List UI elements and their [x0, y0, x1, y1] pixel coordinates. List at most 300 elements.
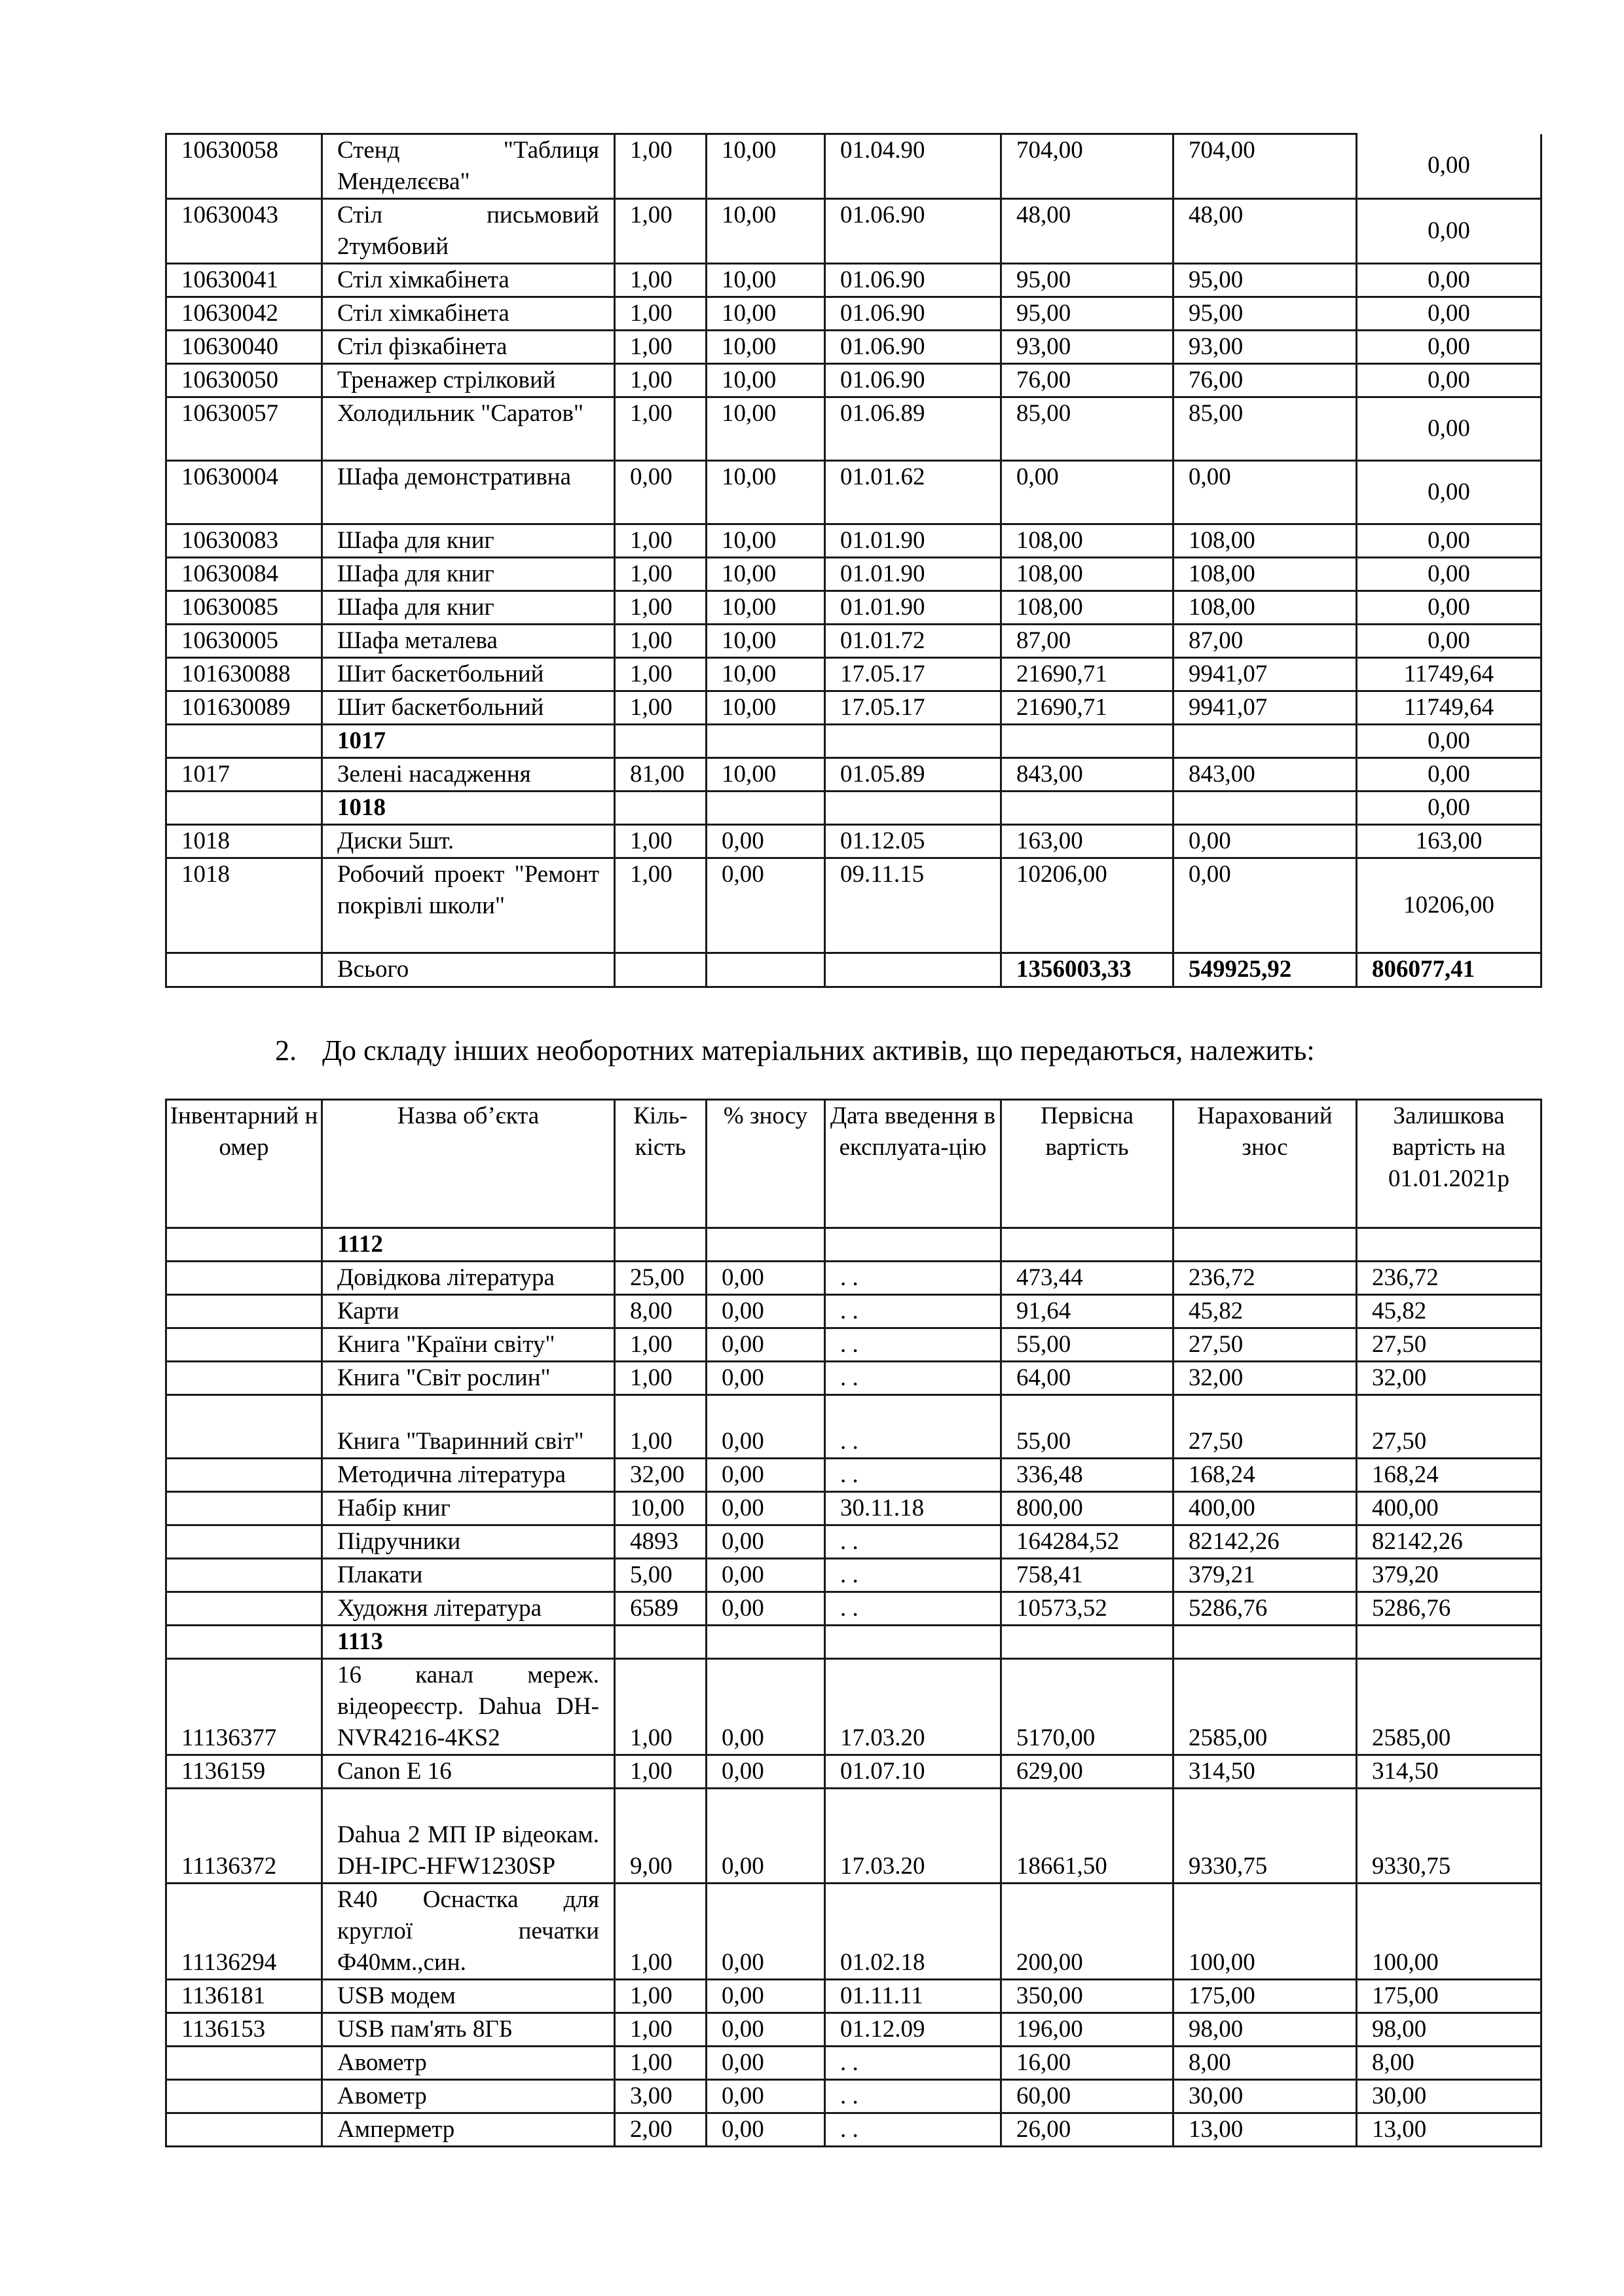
cell-residual-value: 236,72	[1357, 1262, 1541, 1295]
cell-accrued-depreciation: 13,00	[1173, 2113, 1357, 2147]
cell-initial-cost: 629,00	[1001, 1755, 1173, 1789]
cell-object-name: Плакати	[322, 1559, 615, 1592]
cell-initial-cost: 200,00	[1001, 1884, 1173, 1980]
cell-inventory-number: 101630088	[166, 658, 322, 691]
total-label: Всього	[322, 953, 615, 987]
cell-initial-cost: 91,64	[1001, 1295, 1173, 1328]
cell-object-name: Canon E 16	[322, 1755, 615, 1789]
section-heading	[275, 1031, 1315, 1070]
cell-commission-date: 01.06.90	[825, 364, 1001, 397]
cell-residual-value: 27,50	[1357, 1328, 1541, 1362]
cell-residual-value	[1357, 1228, 1541, 1262]
cell-accrued-depreciation	[1173, 1228, 1357, 1262]
cell-empty	[166, 953, 322, 987]
table-row	[166, 1525, 1541, 1559]
cell-quantity: 1,00	[615, 2047, 707, 2080]
cell-initial-cost: 758,41	[1001, 1559, 1173, 1592]
cell-quantity: 1,00	[615, 1755, 707, 1789]
cell-commission-date: 01.01.90	[825, 558, 1001, 591]
cell-residual-value: 0,00	[1357, 524, 1541, 558]
table-row	[166, 331, 1541, 364]
cell-accrued-depreciation: 236,72	[1173, 1262, 1357, 1295]
cell-wear-percent: 10,00	[707, 691, 825, 725]
cell-quantity: 1,00	[615, 1362, 707, 1395]
cell-accrued-depreciation: 9941,07	[1173, 658, 1357, 691]
cell-accrued-depreciation: 108,00	[1173, 558, 1357, 591]
cell-commission-date: 01.01.90	[825, 524, 1001, 558]
table-row	[166, 1592, 1541, 1626]
cell-residual-value: 0,00	[1357, 364, 1541, 397]
table-row	[166, 297, 1541, 331]
cell-wear-percent: 10,00	[707, 658, 825, 691]
cell-object-name: 1112	[322, 1228, 615, 1262]
cell-object-name: Авометр	[322, 2047, 615, 2080]
cell-wear-percent: 10,00	[707, 558, 825, 591]
cell-wear-percent: 10,00	[707, 758, 825, 792]
cell-object-name: Шит баскетбольний	[322, 691, 615, 725]
cell-commission-date: . .	[825, 1295, 1001, 1328]
cell-object-name: Книга "Країни світу"	[322, 1328, 615, 1362]
cell-wear-percent: 0,00	[707, 1395, 825, 1459]
cell-inventory-number: 10630042	[166, 297, 322, 331]
cell-quantity: 1,00	[615, 1659, 707, 1755]
table-row	[166, 1789, 1541, 1884]
cell-wear-percent: 0,00	[707, 1884, 825, 1980]
cell-inventory-number	[166, 1295, 322, 1328]
cell-inventory-number	[166, 792, 322, 825]
cell-residual-value: 13,00	[1357, 2113, 1541, 2147]
cell-initial-cost: 16,00	[1001, 2047, 1173, 2080]
cell-commission-date: 17.03.20	[825, 1659, 1001, 1755]
cell-initial-cost: 76,00	[1001, 364, 1173, 397]
table-row	[166, 1659, 1541, 1755]
cell-wear-percent: 0,00	[707, 825, 825, 858]
cell-residual-value: 11749,64	[1357, 658, 1541, 691]
total-row	[166, 953, 1541, 987]
cell-accrued-depreciation: 843,00	[1173, 758, 1357, 792]
cell-object-name: Dahua 2 МП IP відеокам. DH-IPC-HFW1230SP	[322, 1789, 615, 1884]
cell-accrued-depreciation: 32,00	[1173, 1362, 1357, 1395]
table-row	[166, 858, 1541, 953]
cell-residual-value: 0,00	[1357, 461, 1541, 524]
table-row	[166, 1459, 1541, 1492]
section-title: До складу інших необоротних матеріальних активів, що передаються, належить:	[322, 1034, 1315, 1066]
cell-inventory-number	[166, 1592, 322, 1626]
cell-inventory-number: 1136181	[166, 1980, 322, 2013]
table-row	[166, 524, 1541, 558]
cell-accrued-depreciation: 2585,00	[1173, 1659, 1357, 1755]
cell-accrued-depreciation: 9941,07	[1173, 691, 1357, 725]
cell-quantity: 8,00	[615, 1295, 707, 1328]
cell-object-name: USB модем	[322, 1980, 615, 2013]
cell-accrued-depreciation: 379,21	[1173, 1559, 1357, 1592]
cell-object-name: Холодильник "Саратов"	[322, 397, 615, 461]
table-row	[166, 1362, 1541, 1395]
cell-accrued-depreciation: 27,50	[1173, 1395, 1357, 1459]
cell-initial-cost: 196,00	[1001, 2013, 1173, 2047]
cell-quantity: 1,00	[615, 364, 707, 397]
cell-wear-percent	[707, 1626, 825, 1659]
cell-commission-date	[825, 792, 1001, 825]
header-inventory-number: Інвентарний номер	[166, 1100, 322, 1228]
cell-residual-value: 8,00	[1357, 2047, 1541, 2080]
cell-wear-percent: 0,00	[707, 1459, 825, 1492]
cell-initial-cost: 108,00	[1001, 591, 1173, 625]
cell-inventory-number	[166, 1559, 322, 1592]
cell-initial-cost: 26,00	[1001, 2113, 1173, 2147]
cell-object-name: 1017	[322, 725, 615, 758]
cell-object-name: Авометр	[322, 2080, 615, 2113]
cell-inventory-number	[166, 2113, 322, 2147]
cell-commission-date: 01.02.18	[825, 1884, 1001, 1980]
cell-initial-cost: 473,44	[1001, 1262, 1173, 1295]
cell-inventory-number: 1017	[166, 758, 322, 792]
cell-wear-percent	[707, 725, 825, 758]
cell-accrued-depreciation: 95,00	[1173, 264, 1357, 297]
cell-object-name: Шафа демонстративна	[322, 461, 615, 524]
cell-wear-percent: 10,00	[707, 264, 825, 297]
cell-residual-value: 2585,00	[1357, 1659, 1541, 1755]
cell-commission-date: 01.06.90	[825, 331, 1001, 364]
cell-inventory-number: 10630043	[166, 199, 322, 264]
table-row	[166, 591, 1541, 625]
cell-accrued-depreciation	[1173, 792, 1357, 825]
cell-commission-date: 09.11.15	[825, 858, 1001, 953]
cell-residual-value: 0,00	[1357, 558, 1541, 591]
cell-initial-cost: 21690,71	[1001, 658, 1173, 691]
cell-object-name: Книга "Тваринний світ"	[322, 1395, 615, 1459]
cell-residual-value: 0,00	[1357, 297, 1541, 331]
cell-initial-cost	[1001, 1626, 1173, 1659]
table-row	[166, 2013, 1541, 2047]
cell-inventory-number	[166, 1492, 322, 1525]
table-row	[166, 691, 1541, 725]
cell-initial-cost: 95,00	[1001, 297, 1173, 331]
cell-wear-percent	[707, 792, 825, 825]
cell-residual-value: 0,00	[1357, 725, 1541, 758]
cell-quantity: 1,00	[615, 199, 707, 264]
cell-accrued-depreciation: 27,50	[1173, 1328, 1357, 1362]
cell-initial-cost: 55,00	[1001, 1395, 1173, 1459]
cell-inventory-number: 10630085	[166, 591, 322, 625]
cell-residual-value: 10206,00	[1357, 858, 1541, 953]
cell-commission-date	[825, 1228, 1001, 1262]
cell-quantity: 6589	[615, 1592, 707, 1626]
cell-quantity: 4893	[615, 1525, 707, 1559]
cell-object-name: 1018	[322, 792, 615, 825]
cell-object-name: Шафа для книг	[322, 524, 615, 558]
cell-quantity: 10,00	[615, 1492, 707, 1525]
cell-quantity: 1,00	[615, 591, 707, 625]
cell-initial-cost	[1001, 725, 1173, 758]
cell-residual-value: 0,00	[1357, 591, 1541, 625]
cell-quantity: 1,00	[615, 297, 707, 331]
cell-inventory-number: 10630040	[166, 331, 322, 364]
cell-accrued-depreciation: 82142,26	[1173, 1525, 1357, 1559]
cell-initial-cost: 5170,00	[1001, 1659, 1173, 1755]
cell-initial-cost: 108,00	[1001, 558, 1173, 591]
cell-initial-cost: 843,00	[1001, 758, 1173, 792]
cell-inventory-number: 10630041	[166, 264, 322, 297]
cell-quantity: 9,00	[615, 1789, 707, 1884]
cell-quantity: 1,00	[615, 1328, 707, 1362]
cell-object-name: Довідкова література	[322, 1262, 615, 1295]
cell-object-name: 16 канал мереж. відеореєстр. Dahua DH-NVR4216-4KS2	[322, 1659, 615, 1755]
cell-accrued-depreciation: 314,50	[1173, 1755, 1357, 1789]
cell-accrued-depreciation: 93,00	[1173, 331, 1357, 364]
cell-commission-date: 01.12.05	[825, 825, 1001, 858]
cell-empty	[615, 953, 707, 987]
cell-object-name: Стіл хімкабінета	[322, 297, 615, 331]
cell-object-name: Зелені насадження	[322, 758, 615, 792]
cell-initial-cost: 163,00	[1001, 825, 1173, 858]
cell-wear-percent: 0,00	[707, 2047, 825, 2080]
cell-inventory-number	[166, 1395, 322, 1459]
cell-inventory-number: 11136294	[166, 1884, 322, 1980]
cell-inventory-number: 10630005	[166, 625, 322, 658]
table-header-row	[166, 1100, 1541, 1228]
cell-quantity: 5,00	[615, 1559, 707, 1592]
cell-quantity: 81,00	[615, 758, 707, 792]
cell-residual-value	[1357, 1626, 1541, 1659]
cell-commission-date: 01.06.90	[825, 264, 1001, 297]
header-quantity: Кіль-кість	[615, 1100, 707, 1228]
cell-accrued-depreciation: 0,00	[1173, 461, 1357, 524]
cell-commission-date: 17.03.20	[825, 1789, 1001, 1884]
cell-object-name: Робочий проект "Ремонт покрівлі школи"	[322, 858, 615, 953]
cell-initial-cost: 85,00	[1001, 397, 1173, 461]
cell-commission-date: 01.11.11	[825, 1980, 1001, 2013]
cell-residual-value: 27,50	[1357, 1395, 1541, 1459]
cell-wear-percent: 10,00	[707, 297, 825, 331]
cell-accrued-depreciation: 8,00	[1173, 2047, 1357, 2080]
table-row	[166, 758, 1541, 792]
cell-wear-percent: 0,00	[707, 1362, 825, 1395]
cell-object-name: Карти	[322, 1295, 615, 1328]
cell-wear-percent: 10,00	[707, 364, 825, 397]
table-row	[166, 1395, 1541, 1459]
cell-accrued-depreciation: 45,82	[1173, 1295, 1357, 1328]
cell-inventory-number: 101630089	[166, 691, 322, 725]
cell-quantity: 32,00	[615, 1459, 707, 1492]
cell-wear-percent: 10,00	[707, 134, 825, 199]
cell-inventory-number: 1136153	[166, 2013, 322, 2047]
table-row	[166, 1559, 1541, 1592]
cell-wear-percent: 0,00	[707, 1328, 825, 1362]
cell-inventory-number	[166, 1228, 322, 1262]
table-row	[166, 461, 1541, 524]
cell-commission-date: . .	[825, 1592, 1001, 1626]
cell-object-name: R40 Оснастка для круглої печатки Ф40мм.,син.	[322, 1884, 615, 1980]
cell-commission-date: . .	[825, 2080, 1001, 2113]
cell-accrued-depreciation: 95,00	[1173, 297, 1357, 331]
cell-inventory-number	[166, 2080, 322, 2113]
cell-initial-cost: 21690,71	[1001, 691, 1173, 725]
cell-inventory-number: 10630083	[166, 524, 322, 558]
cell-accrued-depreciation: 5286,76	[1173, 1592, 1357, 1626]
cell-commission-date: 01.04.90	[825, 134, 1001, 199]
cell-residual-value: 163,00	[1357, 825, 1541, 858]
cell-inventory-number	[166, 1459, 322, 1492]
cell-commission-date: 01.05.89	[825, 758, 1001, 792]
cell-commission-date: . .	[825, 1459, 1001, 1492]
cell-object-name: Шит баскетбольний	[322, 658, 615, 691]
table-row	[166, 1492, 1541, 1525]
cell-accrued-depreciation	[1173, 725, 1357, 758]
cell-empty	[825, 953, 1001, 987]
cell-residual-value: 9330,75	[1357, 1789, 1541, 1884]
cell-commission-date: . .	[825, 1559, 1001, 1592]
cell-accrued-depreciation: 108,00	[1173, 591, 1357, 625]
table-row	[166, 825, 1541, 858]
cell-initial-cost: 60,00	[1001, 2080, 1173, 2113]
header-accrued-depreciation: Нарахований знос	[1173, 1100, 1357, 1228]
cell-residual-value: 0,00	[1357, 758, 1541, 792]
cell-commission-date: 30.11.18	[825, 1492, 1001, 1525]
cell-object-name: 1113	[322, 1626, 615, 1659]
cell-commission-date: 01.07.10	[825, 1755, 1001, 1789]
cell-residual-value: 100,00	[1357, 1884, 1541, 1980]
cell-quantity: 1,00	[615, 2013, 707, 2047]
cell-object-name: Книга "Світ рослин"	[322, 1362, 615, 1395]
cell-quantity	[615, 1626, 707, 1659]
cell-inventory-number: 1136159	[166, 1755, 322, 1789]
cell-commission-date: 01.06.89	[825, 397, 1001, 461]
table-row	[166, 2047, 1541, 2080]
cell-inventory-number	[166, 1362, 322, 1395]
cell-inventory-number	[166, 1626, 322, 1659]
cell-initial-cost: 64,00	[1001, 1362, 1173, 1395]
cell-accrued-depreciation: 76,00	[1173, 364, 1357, 397]
cell-quantity: 2,00	[615, 2113, 707, 2147]
cell-residual-value: 314,50	[1357, 1755, 1541, 1789]
cell-wear-percent: 10,00	[707, 199, 825, 264]
header-initial-cost: Первісна вартість	[1001, 1100, 1173, 1228]
cell-quantity: 1,00	[615, 134, 707, 199]
cell-wear-percent: 10,00	[707, 591, 825, 625]
cell-inventory-number	[166, 1262, 322, 1295]
header-residual-value: Залишкова вартість на 01.01.2021р	[1357, 1100, 1541, 1228]
cell-initial-cost: 95,00	[1001, 264, 1173, 297]
cell-quantity	[615, 725, 707, 758]
cell-residual-value: 0,00	[1357, 134, 1541, 199]
cell-commission-date: 01.12.09	[825, 2013, 1001, 2047]
cell-initial-cost: 10573,52	[1001, 1592, 1173, 1626]
cell-residual-value: 0,00	[1357, 264, 1541, 297]
cell-inventory-number: 10630084	[166, 558, 322, 591]
table-row	[166, 264, 1541, 297]
cell-residual-value: 0,00	[1357, 199, 1541, 264]
table-row	[166, 2080, 1541, 2113]
cell-accrued-depreciation: 87,00	[1173, 625, 1357, 658]
header-commission-date: Дата введення в експлуата-цію	[825, 1100, 1001, 1228]
cell-object-name: Тренажер стрілковий	[322, 364, 615, 397]
cell-wear-percent: 0,00	[707, 1525, 825, 1559]
table-row	[166, 658, 1541, 691]
cell-inventory-number: 11136372	[166, 1789, 322, 1884]
cell-initial-cost: 18661,50	[1001, 1789, 1173, 1884]
cell-initial-cost: 55,00	[1001, 1328, 1173, 1362]
table-row	[166, 1328, 1541, 1362]
cell-wear-percent: 0,00	[707, 1755, 825, 1789]
cell-commission-date: . .	[825, 1525, 1001, 1559]
cell-object-name: USB пам'ять 8ГБ	[322, 2013, 615, 2047]
group-header-row	[166, 792, 1541, 825]
cell-wear-percent: 0,00	[707, 2013, 825, 2047]
cell-initial-cost	[1001, 1228, 1173, 1262]
cell-wear-percent: 10,00	[707, 331, 825, 364]
cell-initial-cost: 704,00	[1001, 134, 1173, 199]
cell-accrued-depreciation: 48,00	[1173, 199, 1357, 264]
table-row	[166, 2113, 1541, 2147]
cell-quantity: 1,00	[615, 1884, 707, 1980]
cell-wear-percent: 0,00	[707, 1262, 825, 1295]
fixed-assets-table-continued	[165, 133, 1542, 988]
cell-commission-date: 01.01.62	[825, 461, 1001, 524]
cell-quantity: 25,00	[615, 1262, 707, 1295]
table-row	[166, 1262, 1541, 1295]
cell-object-name: Методична література	[322, 1459, 615, 1492]
cell-inventory-number	[166, 1328, 322, 1362]
cell-object-name: Стіл фізкабінета	[322, 331, 615, 364]
cell-inventory-number: 1018	[166, 825, 322, 858]
cell-quantity: 1,00	[615, 1980, 707, 2013]
cell-quantity: 0,00	[615, 461, 707, 524]
cell-object-name: Диски 5шт.	[322, 825, 615, 858]
cell-accrued-depreciation: 100,00	[1173, 1884, 1357, 1980]
cell-commission-date: . .	[825, 1395, 1001, 1459]
cell-commission-date: 01.06.90	[825, 199, 1001, 264]
cell-quantity: 1,00	[615, 858, 707, 953]
cell-residual-value: 45,82	[1357, 1295, 1541, 1328]
cell-quantity: 3,00	[615, 2080, 707, 2113]
total-accrued-depreciation: 549925,92	[1173, 953, 1357, 987]
group-header-row	[166, 725, 1541, 758]
table-row	[166, 1755, 1541, 1789]
cell-initial-cost: 336,48	[1001, 1459, 1173, 1492]
table-row	[166, 134, 1541, 199]
cell-residual-value: 175,00	[1357, 1980, 1541, 2013]
cell-quantity: 1,00	[615, 691, 707, 725]
cell-wear-percent: 10,00	[707, 524, 825, 558]
cell-initial-cost: 350,00	[1001, 1980, 1173, 2013]
group-header-row	[166, 1626, 1541, 1659]
cell-object-name: Шафа для книг	[322, 591, 615, 625]
cell-accrued-depreciation	[1173, 1626, 1357, 1659]
cell-accrued-depreciation: 400,00	[1173, 1492, 1357, 1525]
table-row	[166, 1980, 1541, 2013]
cell-commission-date: 17.05.17	[825, 658, 1001, 691]
cell-residual-value: 30,00	[1357, 2080, 1541, 2113]
cell-object-name: Амперметр	[322, 2113, 615, 2147]
cell-residual-value: 0,00	[1357, 792, 1541, 825]
cell-accrued-depreciation: 98,00	[1173, 2013, 1357, 2047]
cell-residual-value: 379,20	[1357, 1559, 1541, 1592]
cell-empty	[707, 953, 825, 987]
cell-wear-percent: 0,00	[707, 2080, 825, 2113]
total-residual-value: 806077,41	[1357, 953, 1541, 987]
cell-residual-value: 32,00	[1357, 1362, 1541, 1395]
table-row	[166, 199, 1541, 264]
cell-accrued-depreciation: 704,00	[1173, 134, 1357, 199]
cell-quantity: 1,00	[615, 1395, 707, 1459]
cell-residual-value: 0,00	[1357, 331, 1541, 364]
cell-commission-date	[825, 1626, 1001, 1659]
cell-initial-cost: 0,00	[1001, 461, 1173, 524]
cell-quantity	[615, 1228, 707, 1262]
cell-object-name: Набір книг	[322, 1492, 615, 1525]
cell-residual-value: 98,00	[1357, 2013, 1541, 2047]
